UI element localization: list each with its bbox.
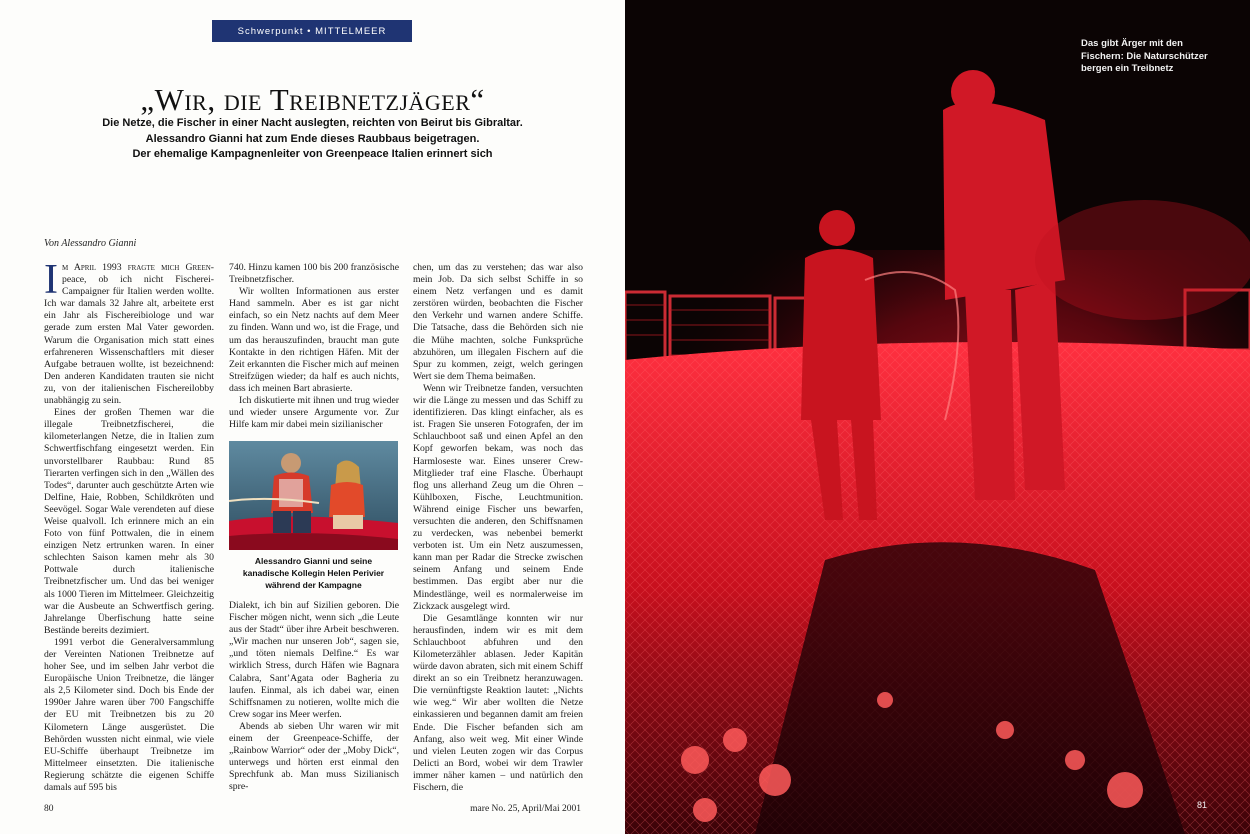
paragraph: Die Gesamtlänge konnten wir nur herausfinden, indem wir es mit dem Schlauchboot abfuhren und den Kilometerzähler ablasen. Jeder Kapitän würde davon abraten, sich mit einem Schiff direkt an so ein Treibnetz heranzuwagen. Die vernünftigste Reaktion lautet: „Nichts wie weg.“ Wir aber wollten die Netze einkassieren und begannen damit am freien Ende. Die Fischer befanden sich am Anfang, also weit weg. Mit einer Winde und vielen Leuten zogen wir das Corpus Delicti an Bord, wobei wir dem Trawler immer näher kamen – und natürlich den Fischern, die <box>413 612 583 794</box>
paragraph: Abends ab sieben Uhr waren wir mit einem der Greenpeace-Schiffe, der „Rainbow Warrior“ oder der „Moby Dick“, unterwegs und hörten erst einmal den Sprechfunk ab. Man muss Sizilianisch spre- <box>229 720 399 793</box>
page-number-right: 81 <box>1197 800 1208 810</box>
paragraph: Wenn wir Treibnetze fanden, versuchten wir die Länge zu messen und das Schiff zu identifizieren. Das klingt einfacher, als es ist. Fragen Sie unseren Fotografen, der im Schlauchboot saß und einen Apfel an den Kopf geworfen bekam, was noch das Harmloseste war. Eines unserer Crew-Mitglieder traf eine Flasche. Überhaupt flog uns allerhand Zeug um die Ohren – Kühlboxen, Fische, Leuchtmunition. Während einige Fischer uns bewarfen, versuchten die anderen, den Schiffsnamen zu verdecken, was nebenbei bemerkt verboten ist. Um ein Netz auszumessen, kann man per Radar die Strecke zwischen seinem Anfang und seinem Ende bestimmen. Das ergibt aber nur die Mindestlänge, weil es normalerweise im Zickzack ausgelegt wird. <box>413 382 583 612</box>
deck-line: Die Netze, die Fischer in einer Nacht auslegten, reichten von Beirut bis Gibraltar. <box>102 117 523 129</box>
caption-line: Alessandro Gianni und seine <box>254 556 373 566</box>
inset-photo-image <box>229 441 398 550</box>
paragraph: 740. Hinzu kamen 100 bis 200 französische Treibnetzfischer. <box>229 262 399 286</box>
photo-caption <box>1081 38 1231 76</box>
magazine-footer: mare No. 25, April/Mai 2001 <box>470 804 581 814</box>
section-rubric: Schwerpunkt • MITTELMEER <box>212 20 412 42</box>
paragraph: chen, um das zu verstehen; das war also mein Job. Da sich selbst Schiffe in so einem Netz verfangen und es damit zerstören würden, beobachten die Fischer den Verkehr und warnen andere Schiffe. Die Tatsache, dass die Behörden sich nie die Mühe machten, solche Funksprüche abzuhören, um illegalen Fischern auf die Spur zu kommen, zeigt, welch geringen Wert sie dem Thema beimaßen. <box>413 262 583 382</box>
byline: Von Alessandro Gianni <box>44 238 137 249</box>
text-column-2-top <box>229 262 399 438</box>
net-photo <box>625 0 1250 834</box>
paragraph: Wir wollten Informationen aus erster Hand sammeln. Aber es ist gar nicht einfach, so ein Netz nachts auf dem Meer zu finden. Wann und wo, ist die Frage, und um das herauszufinden, braucht man gute Kontakte in den richtigen Häfen. Mit der Zeit erkannten die Fischer mich auf meinen Streifzügen wieder; da half es auch nichts, dass ich meinen Bart abrasierte. <box>229 286 399 394</box>
inset-caption <box>229 555 398 591</box>
lead-caps: m April 1993 fragte mich Green- <box>62 262 214 273</box>
photo-caption-line: bergen ein Treibnetz <box>1081 63 1174 74</box>
text-column-3 <box>413 262 583 792</box>
paragraph: Dialekt, ich bin auf Sizilien geboren. Die Fischer mögen nicht, wenn sich „die Leute aus der Stadt“ über ihre Arbeit beschweren. „Wir machen nur unseren Job“, sagen sie, „und töten niemals Delfine.“ Es war wirklich Stress, durch Häfen wie Bagnara Calabra, Sant’Agata oder Bagheria zu laufen. Einmal, als ich dabei war, einen Schiffsnamen zu notieren, wollte mich die Crew sogar ins Meer werfen. <box>229 600 399 720</box>
paragraph: Ich diskutierte mit ihnen und trug wieder und wieder unsere Argumente vor. Zur Hilfe kam mir dabei mein sizilianischer <box>229 395 399 431</box>
right-page <box>625 0 1250 834</box>
text-column-2-bottom <box>229 600 399 795</box>
paragraph: Eines der großen Themen war die illegale Treibnetzfischerei, die kilometerlangen Netze, die in Italien zum Schwertfischfang eingesetzt werden. Ein unvorstellbarer Raubbau: Rund 85 Tierarten verfingen sich in den „Wällen des Todes“, darunter auch geschützte Arten wie Delfine, Haie, Robben, Schildkröten und Seevögel. Sogar Wale verendeten auf diese Weise qualvoll. Ich erinnere mich an ein Foto von fünf Pottwalen, die in einem einzigen Netz ertrunken waren. In einer schlechten Saison kamen mehr als 30 Pottwale durch italienische Treibnetzfischer um. Und das bei weniger als 1000 Tieren im Mittelmeer. Gleichzeitig war die Ausbeute an Schwertfisch gering. Jahrelange Überfischung hatte seine Bestände bereits dezimiert. <box>44 407 214 636</box>
photo-caption-line: Das gibt Ärger mit den <box>1081 38 1183 49</box>
lead-paragraph <box>44 257 214 407</box>
page-number-left: 80 <box>44 804 54 814</box>
paragraph: 1991 verbot die Generalversammlung der Vereinten Nationen Treibnetze auf hoher See, und im selben Jahr verbot die Europäische Union Treibnetze, die länger als 2,5 Kilometer sind. Doch bis Ende der 1990er Jahre waren über 700 Fangschiffe der EU mit Treibnetzen bis zu 20 Kilometern Länge ausgerüstet. Die Behörden wussten nicht einmal, wie viele EU-Schiffe überhaupt Treibnetze im Mittelmeer einsetzten. Die italienische Regierung schätzte die eigenen Schiffe damals auf 595 bis <box>44 636 214 794</box>
paragraph-text: peace, ob ich nicht Fischerei-Campaigner für Italien werden wollte. Ich war damals 32 Jahre alt, arbeitete erst ein Jahr als Fischereibiologe und war gerade zum ersten Mal Vater geworden. Warum die Organisation mich statt eines erfahreneren Wissenschaftlers mit dieser Aufgabe betrauen wollte, ist bezeichnend: Den anderen Kandidaten trauten sie nicht zu, von der italienischen Fischereilobby unabhängig zu sein. <box>44 274 214 407</box>
article-headline: „Wir, die Treibnetzjäger“ <box>140 82 485 117</box>
caption-line: kanadische Kollegin Helen Perivier <box>242 568 385 578</box>
deck-line: Alessandro Gianni hat zum Ende dieses Raubbaus beigetragen. <box>145 132 480 145</box>
text-column-1 <box>44 257 214 794</box>
inset-photo <box>229 441 398 550</box>
deck-line: Der ehemalige Kampagnenleiter von Greenpeace Italien erinnert sich <box>132 148 493 160</box>
photo-caption-line: Fischern: Die Naturschützer <box>1081 50 1208 62</box>
drop-cap: I <box>44 257 58 303</box>
article-deck <box>60 116 565 163</box>
caption-line: während der Kampagne <box>265 580 362 590</box>
